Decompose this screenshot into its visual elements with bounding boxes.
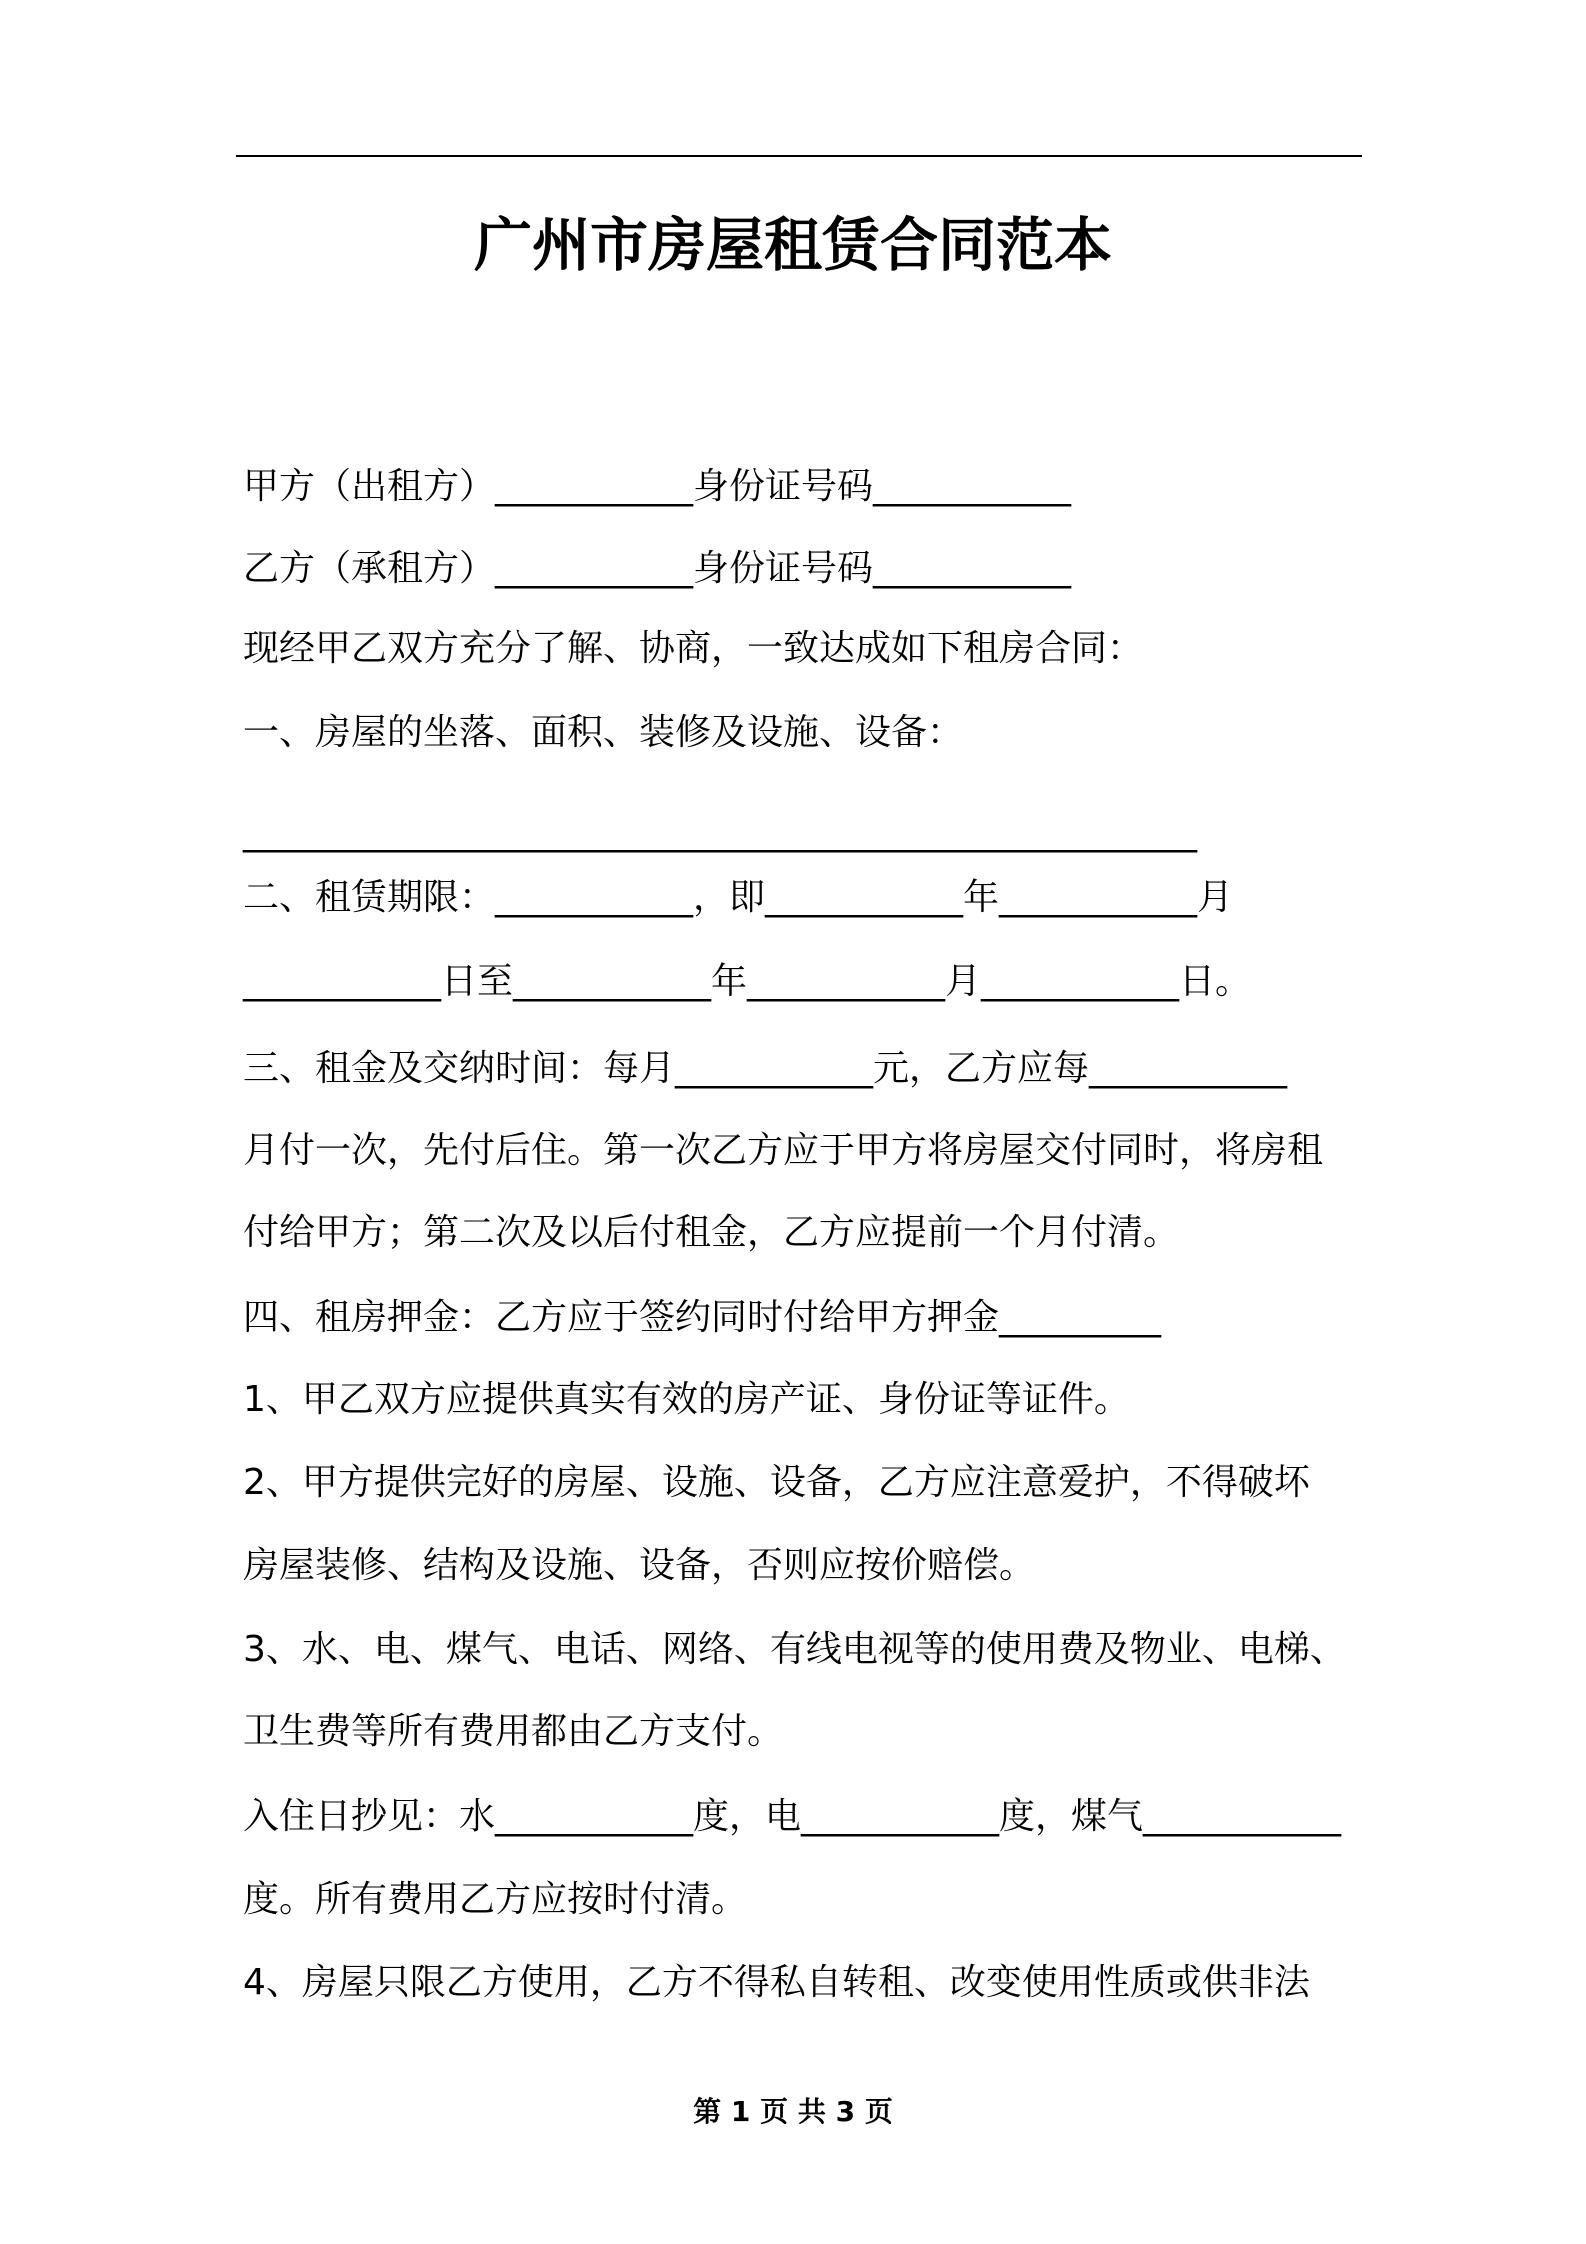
section-2-line-2: ___________日至___________年___________月___________日。: [243, 961, 1251, 1002]
party-b-line: 乙方（承租方）___________身份证号码___________: [243, 548, 1072, 589]
item-3-line-1: 3、水、电、煤气、电话、网络、有线电视等的使用费及物业、电梯、: [243, 1629, 1346, 1670]
intro-line: 现经甲乙双方充分了解、协商，一致达成如下租房合同：: [243, 628, 1144, 669]
item-2-line-2: 房屋装修、结构及设施、设备，否则应按价赔偿。: [243, 1545, 1036, 1586]
meter-reading-line-1: 入住日抄见：水___________度，电___________度，煤气___________: [243, 1796, 1342, 1837]
meter-reading-line-2: 度。所有费用乙方应按时付清。: [243, 1879, 748, 1920]
section-1-blank: _____________________________________________________: [243, 812, 1197, 853]
section-3-line-2: 月付一次，先付后住。第一次乙方应于甲方将房屋交付同时，将房租: [243, 1130, 1324, 1171]
party-a-line: 甲方（出租方）___________身份证号码___________: [243, 466, 1072, 507]
page-footer: 第 1 页 共 3 页: [693, 2095, 893, 2128]
section-3-line-3: 付给甲方；第二次及以后付租金，乙方应提前一个月付清。: [243, 1212, 1180, 1253]
section-4-line: 四、租房押金：乙方应于签约同时付给甲方押金_________: [243, 1297, 1162, 1338]
item-2-line-1: 2、甲方提供完好的房屋、设施、设备，乙方应注意爱护，不得破坏: [243, 1462, 1310, 1503]
item-1-line: 1、甲乙双方应提供真实有效的房产证、身份证等证件。: [243, 1379, 1130, 1420]
item-3-line-2: 卫生费等所有费用都由乙方支付。: [243, 1711, 784, 1752]
document-title: 广州市房屋租赁合同范本: [473, 211, 1112, 279]
header-rule: [236, 155, 1362, 157]
section-1-heading: 一、房屋的坐落、面积、装修及设施、设备：: [243, 712, 964, 753]
item-4-line: 4、房屋只限乙方使用，乙方不得私自转租、改变使用性质或供非法: [243, 1962, 1310, 2003]
section-3-line-1: 三、租金及交纳时间：每月___________元，乙方应每___________: [243, 1048, 1288, 1089]
section-2-line-1: 二、租赁期限：___________，即___________年___________月: [243, 877, 1234, 918]
